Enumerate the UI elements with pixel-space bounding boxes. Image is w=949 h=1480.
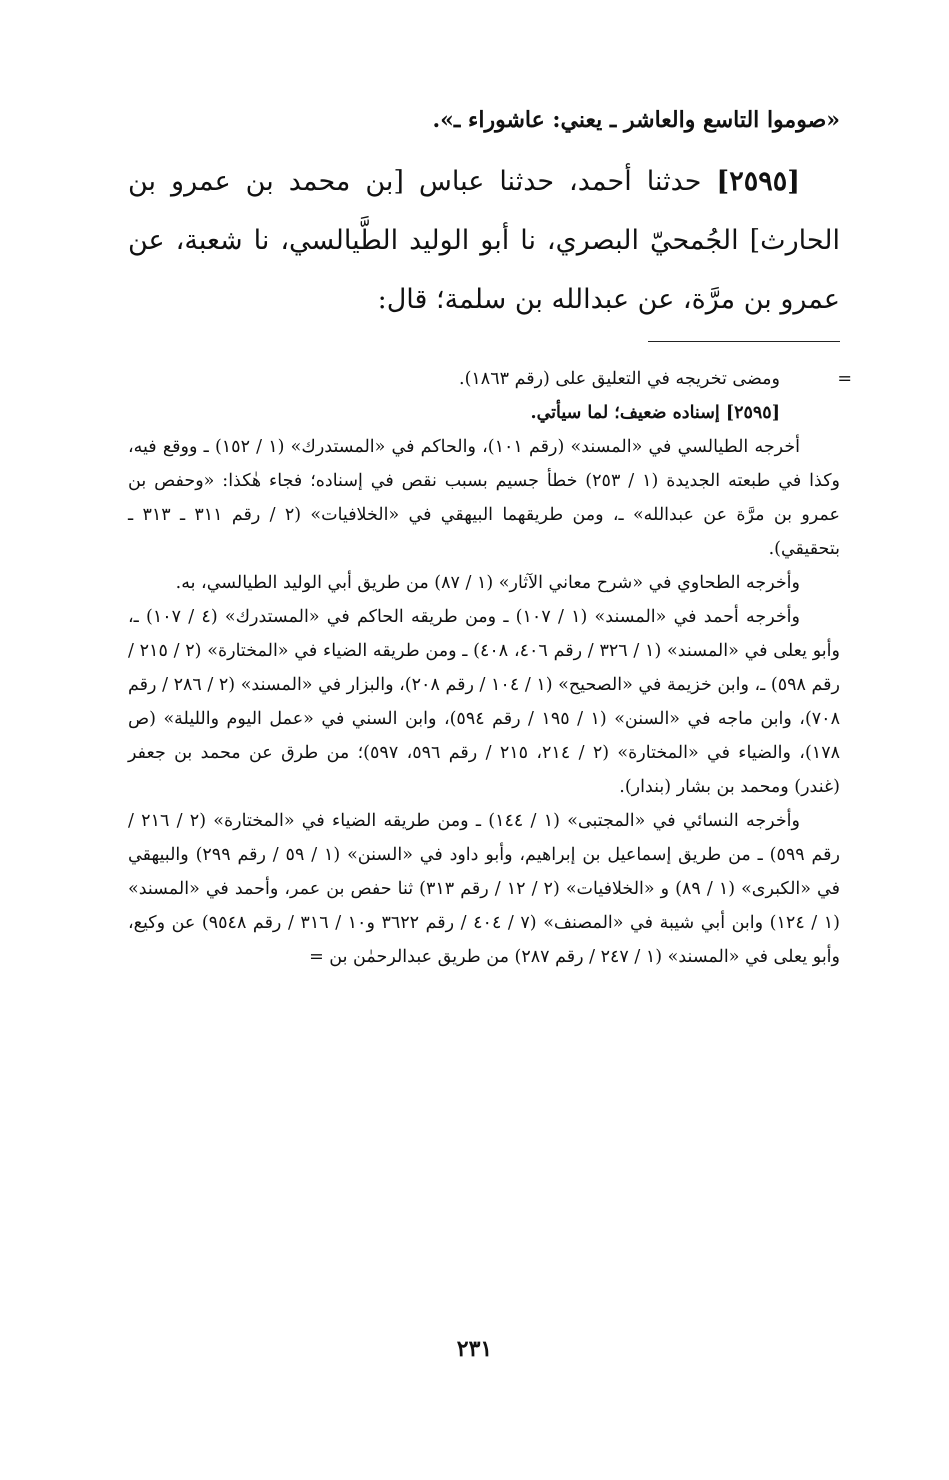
book-page [128,100,852,974]
footnote-paragraph: وأخرجه الطحاوي في «شرح معاني الآثار» (١ / ٨٧) من طريق أبي الوليد الطيالسي، به. [175,573,800,593]
footnote-continuation [128,362,852,396]
footnote-divider [648,341,840,342]
footnote-paragraph: أخرجه الطيالسي في «المسند» (رقم ١٠١)، والحاكم في «المستدرك» (١ / ١٥٢) ـ ووقع فيه، وكذا في طبعته الجديدة (١ / ٢٥٣) خطأ جسيم بسبب نقص في إسناده؛ فجاء هٰكذا: «وحفص بن عمرو بن مرَّة عن عبدالله» ـ، ومن طريقهما البيهقي في «الخلافيات» (٢ / رقم ٣١١ ـ ٣١٣ ـ بتحقيقي). [128,437,841,559]
hadith-quote-line: «صوموا التاسع والعاشر ـ يعني: عاشوراء ـ». [432,107,840,133]
continuation-mark: = [837,369,852,389]
hadith-text: حدثنا أحمد، حدثنا عباس [بن محمد بن عمرو بن الحارث] الجُمحيّ البصري، نا أبو الوليد الطَّيالسي، نا شعبة، عن عمرو بن مرَّة، عن عبدالله بن سلمة؛ قال: [128,166,840,315]
footnotes [128,362,852,974]
footnote-paragraph: وأخرجه النسائي في «المجتبى» (١ / ١٤٤) ـ ومن طريقه الضياء في «المختارة» (٢ / ٢١٦ / رقم ٥٩٩) ـ من طريق إسماعيل بن إبراهيم، وأبو داود في «السنن» (١ / ٥٩ / رقم ٢٩٩) والبيهقي في «الكبرى» (١ / ٨٩) و «الخلافيات» (٢ / ١٢ / رقم ٣١٣) ثنا حفص بن عمر، وأحمد في «المسند» (١ / ١٢٤) وابن أبي شيبة في «المصنف» (٧ / ٤٠٤ / رقم ٣٦٢٢ و١٠ / ٣١٦ / رقم ٩٥٤٨) عن وكيع، وأبو يعلى في «المسند» (١ / ٢٤٧ / رقم ٢٨٧) من طريق عبدالرحمٰن بن = [128,811,840,967]
page-number: ٢٣١ [456,1336,493,1362]
footnote-grading: [٢٥٩٥] إسناده ضعيف؛ لما سيأتي. [530,403,780,423]
footnote-continuation-text: ومضى تخريجه في التعليق على (رقم ١٨٦٣). [459,369,780,389]
hadith-number: [٢٥٩٥] [716,166,800,197]
footnote-divider-wrap [128,329,840,362]
hadith-paragraph [128,152,840,329]
main-text [128,100,840,329]
footnote-paragraph: وأخرجه أحمد في «المسند» (١ / ١٠٧) ـ ومن طريقه الحاكم في «المستدرك» (٤ / ١٠٧) ـ، وأبو يعلى في «المسند» (١ / ٣٢٦ / رقم ٤٠٦، ٤٠٨) ـ ومن طريقه الضياء في «المختارة» (٢ / ٢١٥ / رقم ٥٩٨) ـ، وابن خزيمة في «الصحيح» (١ / ١٠٤ / رقم ٢٠٨)، والبزار في «المسند» (٢ / ٢٨٦ / رقم ٧٠٨)، وابن ماجه في «السنن» (١ / ١٩٥ / رقم ٥٩٤)، وابن السني في «عمل اليوم والليلة» (ص ١٧٨)، والضياء في «المختارة» (٢ / ٢١٤، ٢١٥ / رقم ٥٩٦، ٥٩٧)؛ من طرق عن محمد بن جعفر (غندر) ومحمد بن بشار (بندار). [128,607,841,797]
